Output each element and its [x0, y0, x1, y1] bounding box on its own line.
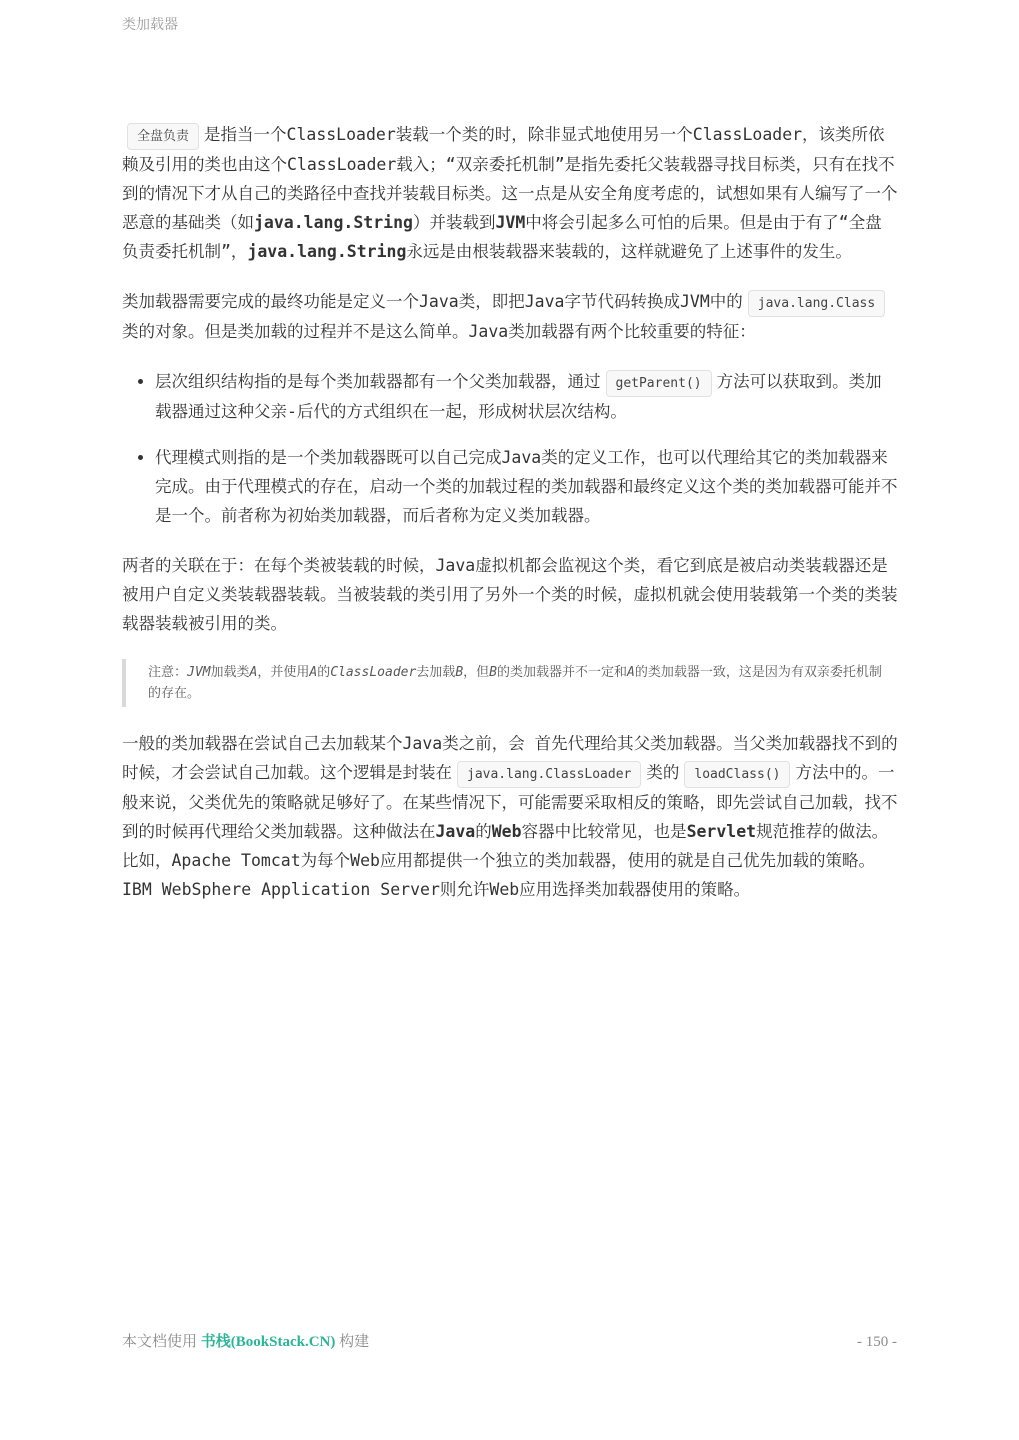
text-segment: 一般的类加载器在尝试自己去加载某个Java类之前，会 首先代理给其父类加载器。当父类加载器找不到的时候，才会尝试自己加载。这个逻辑是封装在 — [122, 734, 898, 782]
text-segment: 方法可以获取到。类加载器通过这种父亲-后代的方式组织在一起，形成树状层次结构。 — [155, 372, 882, 421]
text-segment: 加载类 — [210, 665, 250, 680]
page-footer — [122, 1330, 897, 1351]
text-segment: 的 — [475, 822, 492, 841]
footer-credit-prefix: 本文档使用 — [122, 1334, 201, 1350]
text-segment: 注意： — [148, 665, 188, 680]
inline-code: java.lang.Class — [748, 290, 885, 317]
text-segment: 中将会引起多么可怕的后果。但是由于有了“全盘负责委托机制”， — [122, 213, 882, 261]
text-segment: 类的 — [646, 763, 680, 782]
italic-code-term: A — [249, 665, 258, 680]
bold-term: java.lang.String — [254, 213, 413, 232]
document-body — [122, 120, 898, 925]
running-header-title: 类加载器 — [122, 18, 178, 33]
bold-term: JVM — [495, 213, 526, 232]
inline-code: 全盘负责 — [127, 123, 199, 150]
italic-code-term: JVM — [187, 665, 211, 680]
classloader-feature-list — [122, 367, 898, 530]
italic-code-term: B — [489, 665, 497, 680]
bold-term: Servlet — [686, 822, 757, 841]
inline-code: loadClass() — [684, 761, 790, 788]
text-segment: 是指当一个ClassLoader装载一个类的时，除非显式地使用另一个ClassLoader，该类所依赖及引用的类也由这个ClassLoader载入；“双亲委托机制”是指先委托父装载器寻找目标类，只有在找不到的情况下才从自己的类路径中查找并装载目标类。这一点是从安全角度考虑的，试想如果有人编写了一个恶意的基础类（如 — [122, 125, 898, 232]
text-segment: 去加载 — [416, 665, 456, 680]
page-number: - 150 - — [857, 1334, 897, 1350]
bold-term: java.lang.String — [247, 242, 407, 261]
text-segment: 的类加载器一致，这是因为有双亲委托机制的存在。 — [148, 665, 882, 701]
paragraph-delegation-strategy — [122, 729, 898, 904]
note-blockquote — [122, 659, 898, 707]
text-segment: 的 — [317, 665, 331, 680]
text-segment: 两者的关联在于：在每个类被装载的时候，Java虚拟机都会监视这个类，看它到底是被启动类装载器还是被用户自定义类装载器装载。当被装载的类引用了另外一个类的时候，虚拟机就会使用装载第一个类的类装载器装载被引用的类。 — [122, 556, 898, 633]
text-segment: 类的对象。但是类加载的过程并不是这么简单。Java类加载器有两个比较重要的特征： — [122, 322, 756, 341]
footer-credit-suffix: 构建 — [335, 1334, 370, 1350]
text-segment: ，并使用 — [257, 665, 310, 680]
bookstack-brand-link[interactable]: 书栈(BookStack.CN) — [200, 1334, 336, 1350]
inline-code: getParent() — [606, 370, 712, 397]
paragraph-classloader-function — [122, 287, 898, 346]
bold-term: Web — [491, 822, 522, 841]
text-segment: 类加载器需要完成的最终功能是定义一个Java类，即把Java字节代码转换成JVM中的 — [122, 292, 743, 311]
text-segment: 方法中的。一般来说，父类优先的策略就足够好了。在某些情况下，可能需要采取相反的策略，即先尝试自己加载，找不到的时候再代理给父类加载器。这种做法在 — [122, 763, 898, 841]
text-segment: 层次组织结构指的是每个类加载器都有一个父类加载器，通过 — [155, 372, 601, 391]
italic-code-term: A — [309, 665, 318, 680]
text-segment: ，但 — [463, 665, 490, 680]
text-segment: 的类加载器并不一定和 — [496, 665, 627, 680]
italic-code-term: ClassLoader — [330, 665, 417, 680]
text-segment: 代理模式则指的是一个类加载器既可以自己完成Java类的定义工作，也可以代理给其它的类加载器来完成。由于代理模式的存在，启动一个类的加载过程的类加载器和最终定义这个类的类加载器可能并不是一个。前者称为初始类加载器，而后者称为定义类加载器。 — [155, 448, 898, 525]
text-segment: 永远是由根装载器来装载的，这样就避免了上述事件的发生。 — [406, 242, 852, 261]
text-segment: 容器中比较常见，也是 — [521, 822, 687, 841]
text-segment: ）并装载到 — [412, 213, 496, 232]
list-item-delegation — [155, 443, 898, 530]
bold-term: Java — [435, 822, 476, 841]
paragraph-loader-relation — [122, 551, 898, 638]
text-segment: 规范推荐的做法。 比如，Apache Tomcat为每个Web应用都提供一个独立的类加载器，使用的就是自己优先加载的策略。IBM WebSphere Application Server则允许Web应用选择类加载器使用的策略。 — [122, 822, 889, 899]
italic-code-term: A — [627, 665, 635, 680]
footer-build-credit — [122, 1330, 369, 1351]
list-item-hierarchy — [155, 367, 898, 426]
paragraph-overall-responsibility — [122, 120, 898, 266]
inline-code: java.lang.ClassLoader — [457, 761, 641, 788]
italic-code-term: B — [455, 665, 464, 680]
